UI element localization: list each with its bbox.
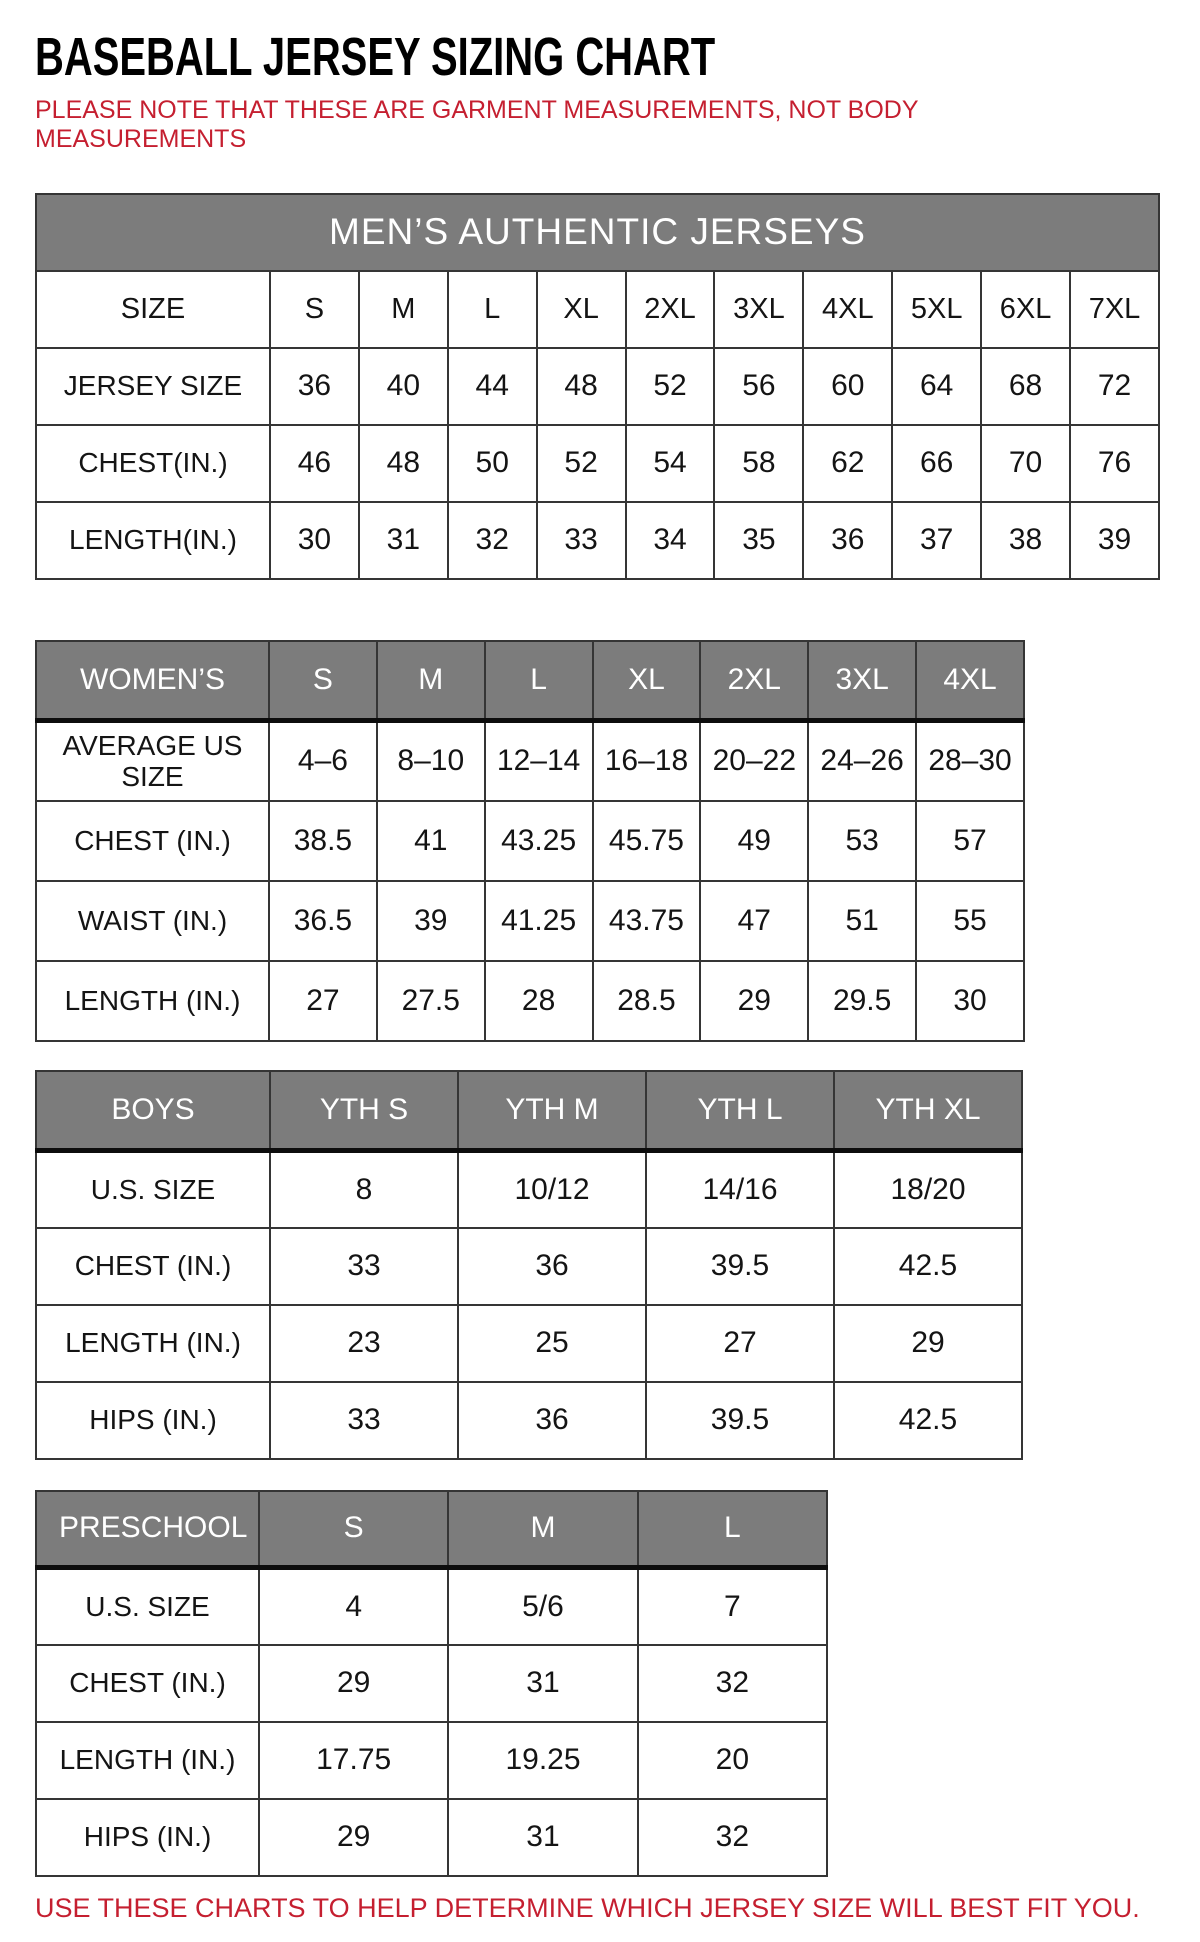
- size-cell: 12–14: [485, 721, 593, 801]
- size-cell: 43.25: [485, 801, 593, 881]
- boys-sizing-table: [35, 1070, 1165, 1460]
- size-cell: 29: [834, 1305, 1022, 1382]
- size-cell: 36: [458, 1382, 646, 1459]
- size-cell: 42.5: [834, 1382, 1022, 1459]
- column-header: YTH XL: [834, 1071, 1022, 1151]
- size-cell: 51: [808, 881, 916, 961]
- size-cell: 36: [458, 1228, 646, 1305]
- table-corner-label: BOYS: [36, 1071, 270, 1151]
- column-header: S: [259, 1491, 448, 1568]
- size-cell: 39.5: [646, 1228, 834, 1305]
- column-header: S: [269, 641, 377, 721]
- row-label: CHEST (IN.): [36, 801, 269, 881]
- column-header: YTH M: [458, 1071, 646, 1151]
- size-cell: 7: [638, 1568, 827, 1645]
- column-header: M: [448, 1491, 637, 1568]
- size-cell: 5/6: [448, 1568, 637, 1645]
- mens-authentic-jerseys-table: [35, 193, 1165, 580]
- column-header: YTH L: [646, 1071, 834, 1151]
- size-cell: 70: [981, 425, 1070, 502]
- size-cell: 28: [485, 961, 593, 1041]
- size-cell: 28–30: [916, 721, 1024, 801]
- column-header: 3XL: [714, 271, 803, 348]
- size-cell: 34: [626, 502, 715, 579]
- size-cell: 8–10: [377, 721, 485, 801]
- column-header: L: [448, 271, 537, 348]
- row-label: HIPS (IN.): [36, 1382, 270, 1459]
- size-cell: 52: [537, 425, 626, 502]
- size-cell: 16–18: [593, 721, 701, 801]
- column-header: 6XL: [981, 271, 1070, 348]
- size-cell: 20–22: [700, 721, 808, 801]
- column-header: 7XL: [1070, 271, 1159, 348]
- size-cell: 58: [714, 425, 803, 502]
- row-label: LENGTH (IN.): [36, 1305, 270, 1382]
- size-cell: 60: [803, 348, 892, 425]
- size-cell: 29: [259, 1799, 448, 1876]
- womens-sizing-table-grid: [35, 640, 1025, 1042]
- size-cell: 27: [269, 961, 377, 1041]
- size-cell: 17.75: [259, 1722, 448, 1799]
- row-label: CHEST (IN.): [36, 1645, 259, 1722]
- size-cell: 66: [892, 425, 981, 502]
- size-cell: 56: [714, 348, 803, 425]
- column-header: 4XL: [916, 641, 1024, 721]
- column-header: 2XL: [700, 641, 808, 721]
- table-title-banner: MEN’S AUTHENTIC JERSEYS: [36, 194, 1159, 271]
- size-cell: 36: [270, 348, 359, 425]
- size-cell: 53: [808, 801, 916, 881]
- womens-sizing-table: [35, 640, 1165, 1042]
- size-cell: 46: [270, 425, 359, 502]
- column-header: 4XL: [803, 271, 892, 348]
- size-cell: 25: [458, 1305, 646, 1382]
- size-cell: 47: [700, 881, 808, 961]
- size-cell: 29.5: [808, 961, 916, 1041]
- column-header: L: [485, 641, 593, 721]
- size-cell: 19.25: [448, 1722, 637, 1799]
- size-cell: 36: [803, 502, 892, 579]
- size-cell: 31: [448, 1645, 637, 1722]
- size-cell: 50: [448, 425, 537, 502]
- size-cell: 29: [700, 961, 808, 1041]
- size-cell: 10/12: [458, 1151, 646, 1228]
- column-header: XL: [593, 641, 701, 721]
- column-header: 5XL: [892, 271, 981, 348]
- size-cell: 41: [377, 801, 485, 881]
- table-corner-label: SIZE: [36, 271, 270, 348]
- size-cell: 62: [803, 425, 892, 502]
- size-cell: 31: [448, 1799, 637, 1876]
- size-cell: 38: [981, 502, 1070, 579]
- size-cell: 72: [1070, 348, 1159, 425]
- size-cell: 39.5: [646, 1382, 834, 1459]
- size-cell: 39: [377, 881, 485, 961]
- size-cell: 52: [626, 348, 715, 425]
- column-header: XL: [537, 271, 626, 348]
- size-cell: 76: [1070, 425, 1159, 502]
- size-cell: 14/16: [646, 1151, 834, 1228]
- size-cell: 28.5: [593, 961, 701, 1041]
- row-label: JERSEY SIZE: [36, 348, 270, 425]
- size-cell: 30: [270, 502, 359, 579]
- size-cell: 38.5: [269, 801, 377, 881]
- size-cell: 64: [892, 348, 981, 425]
- size-cell: 40: [359, 348, 448, 425]
- fit-guidance-note: USE THESE CHARTS TO HELP DETERMINE WHICH JERSEY SIZE WILL BEST FIT YOU.: [35, 1892, 1140, 1923]
- column-header: YTH S: [270, 1071, 458, 1151]
- row-label: U.S. SIZE: [36, 1568, 259, 1645]
- size-cell: 49: [700, 801, 808, 881]
- size-cell: 48: [359, 425, 448, 502]
- size-cell: 68: [981, 348, 1070, 425]
- size-cell: 18/20: [834, 1151, 1022, 1228]
- boys-sizing-table-grid: [35, 1070, 1023, 1460]
- column-header: L: [638, 1491, 827, 1568]
- size-cell: 4–6: [269, 721, 377, 801]
- row-label: HIPS (IN.): [36, 1799, 259, 1876]
- size-cell: 57: [916, 801, 1024, 881]
- row-label: LENGTH (IN.): [36, 1722, 259, 1799]
- size-cell: 39: [1070, 502, 1159, 579]
- column-header: M: [377, 641, 485, 721]
- row-label: CHEST(IN.): [36, 425, 270, 502]
- size-cell: 32: [638, 1645, 827, 1722]
- size-cell: 8: [270, 1151, 458, 1228]
- row-label: LENGTH(IN.): [36, 502, 270, 579]
- size-cell: 32: [448, 502, 537, 579]
- size-cell: 48: [537, 348, 626, 425]
- column-header: 2XL: [626, 271, 715, 348]
- size-cell: 24–26: [808, 721, 916, 801]
- column-header: M: [359, 271, 448, 348]
- size-cell: 27.5: [377, 961, 485, 1041]
- size-cell: 27: [646, 1305, 834, 1382]
- size-cell: 23: [270, 1305, 458, 1382]
- preschool-sizing-table-grid: [35, 1490, 828, 1877]
- size-cell: 45.75: [593, 801, 701, 881]
- column-header: 3XL: [808, 641, 916, 721]
- mens-authentic-jerseys-table-grid: [35, 193, 1160, 580]
- size-cell: 36.5: [269, 881, 377, 961]
- size-cell: 20: [638, 1722, 827, 1799]
- size-cell: 54: [626, 425, 715, 502]
- table-corner-label: WOMEN’S: [36, 641, 269, 721]
- page-title: BASEBALL JERSEY SIZING CHART: [35, 27, 716, 87]
- size-cell: 29: [259, 1645, 448, 1722]
- row-label: LENGTH (IN.): [36, 961, 269, 1041]
- size-cell: 43.75: [593, 881, 701, 961]
- row-label: U.S. SIZE: [36, 1151, 270, 1228]
- size-cell: 35: [714, 502, 803, 579]
- table-corner-label: PRESCHOOL: [36, 1491, 259, 1568]
- row-label: AVERAGE US SIZE: [36, 721, 269, 801]
- row-label: CHEST (IN.): [36, 1228, 270, 1305]
- size-cell: 33: [270, 1382, 458, 1459]
- size-cell: 31: [359, 502, 448, 579]
- size-cell: 37: [892, 502, 981, 579]
- size-cell: 4: [259, 1568, 448, 1645]
- size-cell: 30: [916, 961, 1024, 1041]
- size-cell: 41.25: [485, 881, 593, 961]
- preschool-sizing-table: [35, 1490, 1165, 1877]
- size-cell: 32: [638, 1799, 827, 1876]
- size-cell: 42.5: [834, 1228, 1022, 1305]
- size-cell: 33: [537, 502, 626, 579]
- size-cell: 55: [916, 881, 1024, 961]
- column-header: S: [270, 271, 359, 348]
- size-cell: 33: [270, 1228, 458, 1305]
- size-cell: 44: [448, 348, 537, 425]
- row-label: WAIST (IN.): [36, 881, 269, 961]
- garment-measurement-note: PLEASE NOTE THAT THESE ARE GARMENT MEASUREMENTS, NOT BODY MEASUREMENTS: [35, 96, 919, 154]
